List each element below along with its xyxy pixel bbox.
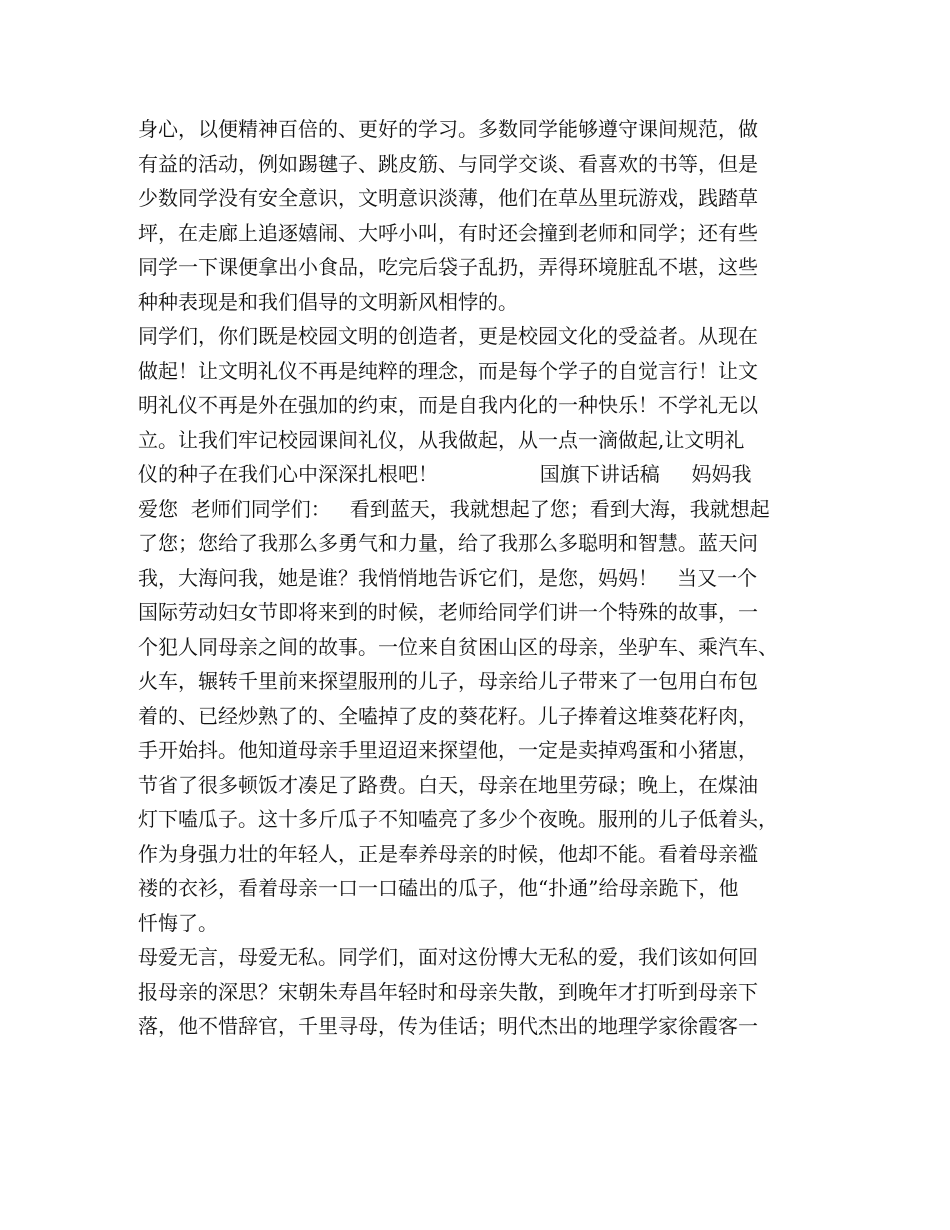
text-line: 母爱无言，母爱无私。同学们，面对这份博大无私的爱，我们该如何回 (138, 945, 758, 969)
text-line: 作为身强力壮的年轻人，正是奉养母亲的时候，他却不能。看着母亲褴 (138, 841, 758, 866)
text-line: 仪的种子在我们心中深深扎根吧！ 国旗下讲话稿 妈妈我 (138, 462, 752, 486)
text-line: 火车，辗转千里前来探望服刑的儿子，母亲给儿子带来了一包用白布包 (138, 669, 758, 693)
text-line: 手开始抖。他知道母亲手里迢迢来探望他，一定是卖掉鸡蛋和小猪崽， (138, 738, 758, 762)
text-line: 我，大海问我，她是谁？我悄悄地告诉它们，是您，妈妈！ 当又一个 (138, 565, 758, 590)
text-line: 明礼仪不再是外在强加的约束，而是自我内化的一种快乐！不学礼无以 (138, 393, 758, 417)
text-line: 褛的衣衫，看着母亲一口一口磕出的瓜子，他“扑通”给母亲跪下，他 (138, 876, 739, 900)
text-line: 有益的活动，例如踢毽子、跳皮筋、与同学交谈、看喜欢的书等，但是 (138, 151, 758, 176)
text-line: 立。让我们牢记校园课间礼仪，从我做起，从一点一滴做起,让文明礼 (138, 427, 745, 452)
text-line: 少数同学没有安全意识，文明意识淡薄，他们在草丛里玩游戏，践踏草 (138, 186, 758, 210)
text-line: 个犯人同母亲之间的故事。一位来自贫困山区的母亲，坐驴车、乘汽车、 (138, 634, 778, 659)
text-line: 同学一下课便拿出小食品，吃完后袋子乱扔，弄得环境脏乱不堪，这些 (138, 255, 758, 279)
text-line: 落，他不惜辞官，千里寻母，传为佳话；明代杰出的地理学家徐霞客一 (138, 1014, 758, 1038)
text-line: 着的、已经炒熟了的、全嗑掉了皮的葵花籽。儿子捧着这堆葵花籽肉， (138, 703, 758, 728)
text-line: 灯下嗑瓜子。这十多斤瓜子不知嗑亮了多少个夜晚。服刑的儿子低着头， (138, 807, 778, 831)
text-line: 种种表现是和我们倡导的文明新风相悖的。 (138, 289, 518, 314)
text-line: 国际劳动妇女节即将来到的时候，老师给同学们讲一个特殊的故事，一 (138, 600, 758, 624)
text-line: 了您；您给了我那么多勇气和力量，给了我那么多聪明和智慧。蓝天问 (138, 531, 758, 555)
text-line: 做起！让文明礼仪不再是纯粹的理念，而是每个学子的自觉言行！让文 (138, 358, 758, 383)
text-line: 同学们，你们既是校园文明的创造者，更是校园文化的受益者。从现在 (138, 324, 758, 348)
text-line: 忏悔了。 (138, 910, 218, 935)
text-line: 节省了很多顿饭才凑足了路费。白天，母亲在地里劳碌；晚上，在煤油 (138, 772, 758, 797)
document-body (138, 112, 828, 1044)
text-line: 报母亲的深思？宋朝朱寿昌年轻时和母亲失散，到晚年才打听到母亲下 (138, 979, 758, 1004)
text-line: 身心，以便精神百倍的、更好的学习。多数同学能够遵守课间规范，做 (138, 117, 758, 141)
text-line: 爱您 老师们同学们： 看到蓝天，我就想起了您；看到大海，我就想起 (138, 496, 770, 521)
text-line: 坪，在走廊上追逐嬉闹、大呼小叫，有时还会撞到老师和同学；还有些 (138, 220, 758, 245)
